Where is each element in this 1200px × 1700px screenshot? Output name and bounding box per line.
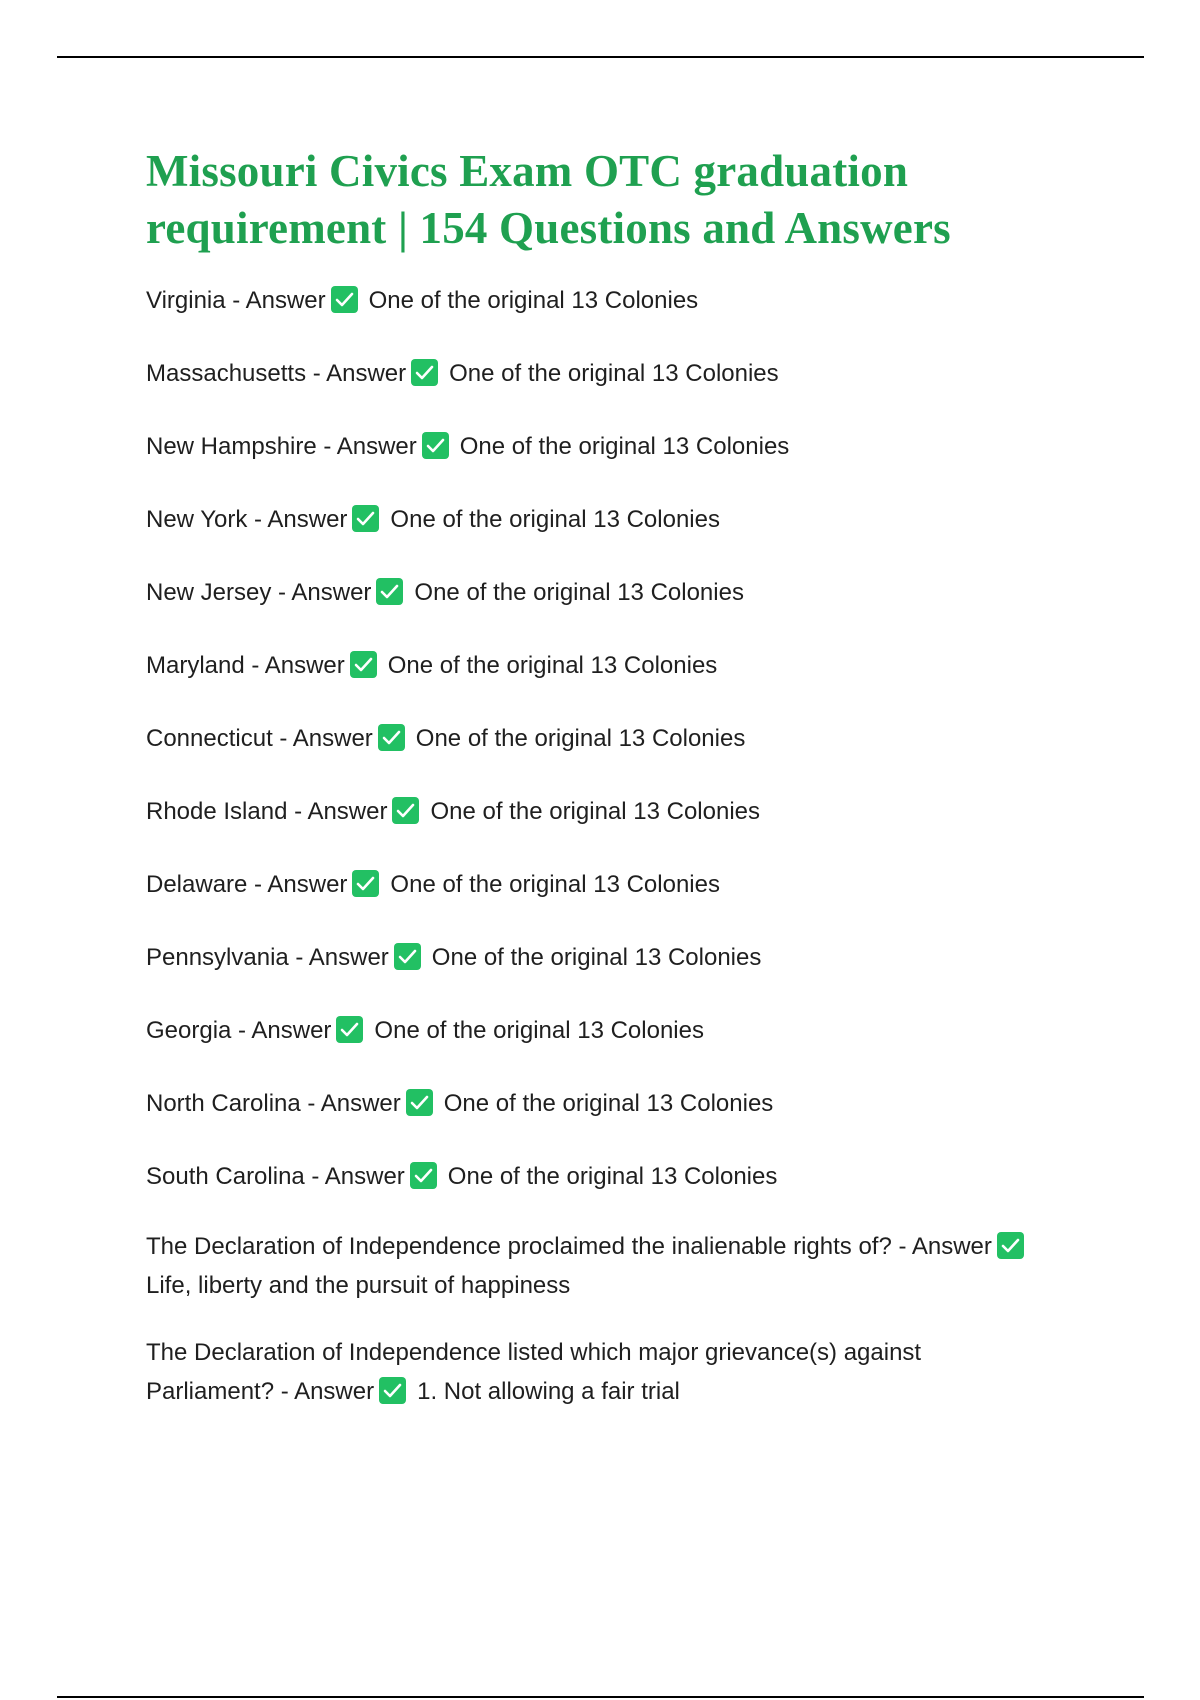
qa-answer: One of the original 13 Colonies <box>415 725 746 752</box>
qa-item <box>146 504 1046 535</box>
qa-question: South Carolina <box>146 1163 305 1190</box>
qa-item <box>146 650 1046 681</box>
check-box-icon <box>350 651 377 678</box>
qa-separator: - Answer <box>300 1090 401 1117</box>
qa-separator: - Answer <box>271 579 372 606</box>
check-box-icon <box>352 870 379 897</box>
qa-answer: One of the original 13 Colonies <box>449 360 779 387</box>
check-box-icon <box>331 286 358 313</box>
bottom-rule <box>57 1696 1144 1698</box>
check-box-icon <box>378 724 405 751</box>
qa-question: Connecticut <box>146 725 273 752</box>
qa-separator: - Answer <box>225 287 326 314</box>
check-box-icon <box>422 432 449 459</box>
qa-separator: - Answer <box>272 725 373 752</box>
qa-question: Massachusetts <box>146 360 307 387</box>
check-box-icon <box>392 797 419 824</box>
qa-item <box>146 1333 1046 1411</box>
qa-item <box>146 1015 1046 1046</box>
qa-answer: One of the original 13 Colonies <box>387 652 718 679</box>
qa-question: Rhode Island <box>146 798 288 825</box>
qa-question: North Carolina <box>146 1090 301 1117</box>
page-content <box>146 143 1046 1439</box>
qa-answer: One of the original 13 Colonies <box>374 1017 704 1044</box>
qa-separator: - Answer <box>891 1233 992 1260</box>
check-box-icon <box>376 578 403 605</box>
qa-question: New Jersey <box>146 579 272 606</box>
qa-separator: - Answer <box>288 944 389 971</box>
qa-answer: One of the original 13 Colonies <box>443 1090 774 1117</box>
qa-answer: One of the original 13 Colonies <box>390 871 720 898</box>
document-title <box>146 143 1046 257</box>
qa-separator: - Answer <box>274 1378 375 1405</box>
qa-question: The Declaration of Independence listed which major grievance(s) against Parliament? <box>146 1339 922 1405</box>
qa-question: Delaware <box>146 871 248 898</box>
qa-separator: - Answer <box>247 506 348 533</box>
top-rule <box>57 56 1144 58</box>
qa-item <box>146 1227 1046 1305</box>
qa-answer: One of the original 13 Colonies <box>390 506 720 533</box>
qa-answer: Life, liberty and the pursuit of happiness <box>146 1272 571 1299</box>
qa-item <box>146 942 1046 973</box>
qa-item <box>146 285 1046 316</box>
qa-separator: - Answer <box>316 433 417 460</box>
qa-answer: One of the original 13 Colonies <box>414 579 744 606</box>
check-box-icon <box>411 359 438 386</box>
check-box-icon <box>379 1377 406 1404</box>
qa-question: Maryland <box>146 652 245 679</box>
qa-separator: - Answer <box>244 652 345 679</box>
qa-question: The Declaration of Independence proclaimed the inalienable rights of? <box>146 1233 892 1260</box>
check-box-icon <box>410 1162 437 1189</box>
qa-item <box>146 723 1046 754</box>
qa-item <box>146 869 1046 900</box>
qa-answer: 1. Not allowing a fair trial <box>417 1378 680 1405</box>
qa-item <box>146 358 1046 389</box>
qa-question: Virginia <box>146 287 226 314</box>
check-box-icon <box>352 505 379 532</box>
title-line-1: Missouri Civics Exam OTC graduation <box>146 146 909 196</box>
qa-separator: - Answer <box>287 798 388 825</box>
qa-answer: One of the original 13 Colonies <box>430 798 761 825</box>
qa-separator: - Answer <box>306 360 407 387</box>
qa-answer: One of the original 13 Colonies <box>447 1163 778 1190</box>
check-box-icon <box>394 943 421 970</box>
check-box-icon <box>406 1089 433 1116</box>
qa-list <box>146 285 1046 1411</box>
qa-item <box>146 796 1046 827</box>
qa-separator: - Answer <box>231 1017 332 1044</box>
qa-item <box>146 1088 1046 1119</box>
qa-question: New York <box>146 506 248 533</box>
qa-separator: - Answer <box>304 1163 405 1190</box>
qa-item <box>146 431 1046 462</box>
qa-item <box>146 577 1046 608</box>
title-line-2: requirement | 154 Questions and Answers <box>146 203 951 253</box>
qa-item <box>146 1161 1046 1192</box>
qa-question: Pennsylvania <box>146 944 289 971</box>
qa-separator: - Answer <box>247 871 348 898</box>
qa-question: Georgia <box>146 1017 232 1044</box>
qa-question: New Hampshire <box>146 433 317 460</box>
qa-answer: One of the original 13 Colonies <box>459 433 790 460</box>
check-box-icon <box>997 1232 1024 1259</box>
check-box-icon <box>336 1016 363 1043</box>
qa-answer: One of the original 13 Colonies <box>431 944 762 971</box>
qa-answer: One of the original 13 Colonies <box>368 287 699 314</box>
